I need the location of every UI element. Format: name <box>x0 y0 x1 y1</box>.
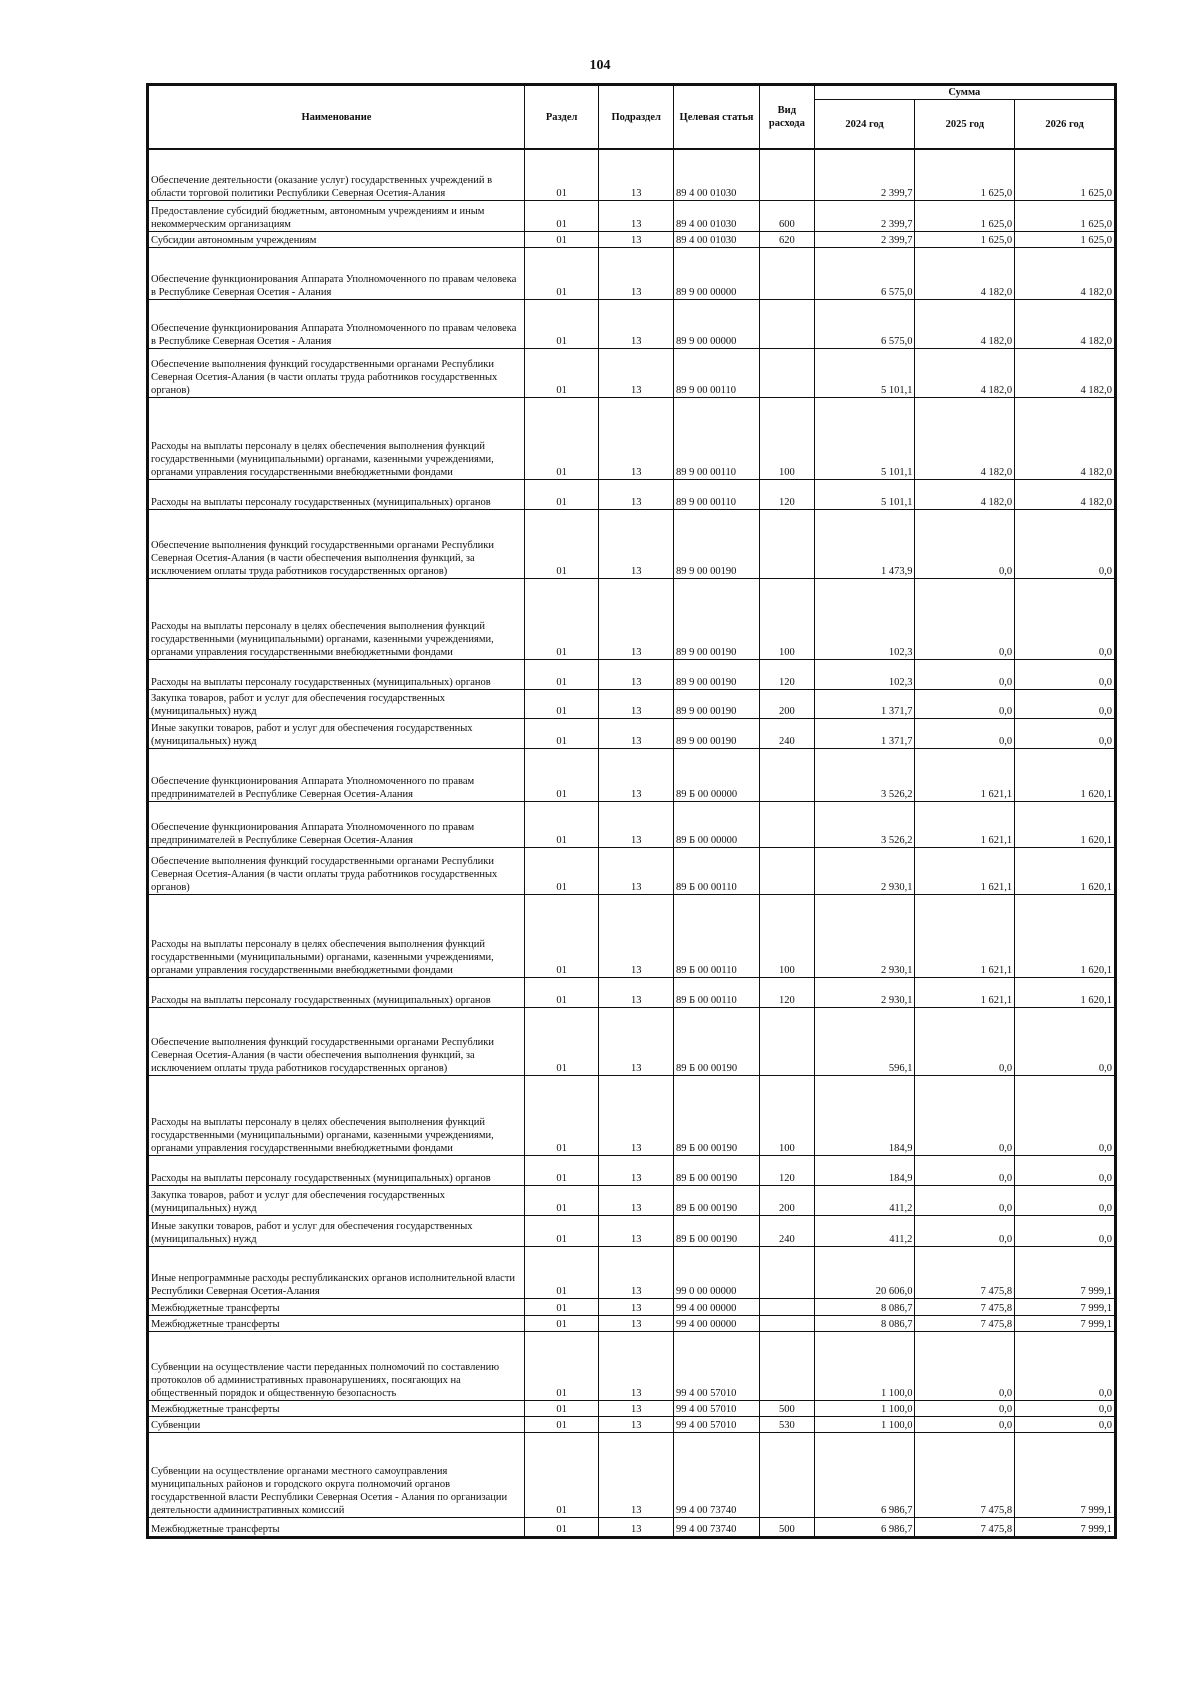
row-2024: 184,9 <box>814 1155 915 1185</box>
row-vid-rashoda: 530 <box>760 1416 815 1432</box>
row-podrazdel: 13 <box>599 1298 674 1315</box>
row-vid-rashoda <box>760 299 815 348</box>
row-name: Межбюджетные трансферты <box>149 1315 525 1331</box>
row-tselevaya-statya: 89 9 00 00190 <box>673 578 759 659</box>
row-vid-rashoda: 100 <box>760 578 815 659</box>
row-2026: 4 182,0 <box>1015 479 1115 509</box>
row-tselevaya-statya: 89 9 00 00110 <box>673 479 759 509</box>
row-razdel: 01 <box>524 1075 599 1155</box>
row-2024: 6 986,7 <box>814 1432 915 1517</box>
row-2024: 1 473,9 <box>814 509 915 578</box>
row-podrazdel: 13 <box>599 1331 674 1400</box>
row-tselevaya-statya: 89 9 00 00190 <box>673 689 759 718</box>
row-2026: 0,0 <box>1015 1075 1115 1155</box>
table-row <box>149 299 1115 348</box>
row-2026: 0,0 <box>1015 689 1115 718</box>
table-row <box>149 847 1115 894</box>
row-tselevaya-statya: 99 4 00 73740 <box>673 1432 759 1517</box>
row-tselevaya-statya: 99 4 00 00000 <box>673 1315 759 1331</box>
row-2025: 0,0 <box>915 718 1015 748</box>
row-2026: 1 625,0 <box>1015 149 1115 200</box>
row-2025: 4 182,0 <box>915 479 1015 509</box>
row-razdel: 01 <box>524 1416 599 1432</box>
row-2024: 3 526,2 <box>814 801 915 847</box>
row-2024: 2 399,7 <box>814 149 915 200</box>
row-name: Расходы на выплаты персоналу в целях обеспечения выполнения функций государственными (муниципальными) органами, казенными учреждениями, органами управления государственными внебюджетными фондами <box>149 397 525 479</box>
budget-table <box>148 85 1115 1537</box>
row-razdel: 01 <box>524 1432 599 1517</box>
header-name: Наименование <box>149 86 525 150</box>
row-2026: 0,0 <box>1015 1185 1115 1215</box>
row-razdel: 01 <box>524 578 599 659</box>
row-podrazdel: 13 <box>599 977 674 1007</box>
row-name: Иные непрограммные расходы республиканских органов исполнительной власти Республики Северная Осетия-Алания <box>149 1246 525 1298</box>
row-name: Межбюджетные трансферты <box>149 1517 525 1536</box>
row-2026: 0,0 <box>1015 578 1115 659</box>
row-razdel: 01 <box>524 1185 599 1215</box>
row-razdel: 01 <box>524 1400 599 1416</box>
row-2025: 0,0 <box>915 659 1015 689</box>
row-2024: 102,3 <box>814 578 915 659</box>
row-tselevaya-statya: 89 Б 00 00190 <box>673 1075 759 1155</box>
table-row <box>149 1400 1115 1416</box>
row-vid-rashoda: 600 <box>760 200 815 231</box>
row-razdel: 01 <box>524 247 599 299</box>
row-2026: 0,0 <box>1015 659 1115 689</box>
row-tselevaya-statya: 99 4 00 57010 <box>673 1416 759 1432</box>
row-tselevaya-statya: 89 Б 00 00190 <box>673 1185 759 1215</box>
row-vid-rashoda: 500 <box>760 1517 815 1536</box>
row-2026: 0,0 <box>1015 718 1115 748</box>
row-2025: 7 475,8 <box>915 1246 1015 1298</box>
row-vid-rashoda: 240 <box>760 1215 815 1246</box>
row-razdel: 01 <box>524 977 599 1007</box>
row-name: Обеспечение выполнения функций государственными органами Республики Северная Осетия-Алания (в части оплаты труда работников государственных органов) <box>149 847 525 894</box>
row-razdel: 01 <box>524 1215 599 1246</box>
row-podrazdel: 13 <box>599 847 674 894</box>
table-row <box>149 894 1115 977</box>
row-2026: 0,0 <box>1015 1331 1115 1400</box>
row-razdel: 01 <box>524 231 599 247</box>
row-razdel: 01 <box>524 299 599 348</box>
row-2026: 1 620,1 <box>1015 847 1115 894</box>
row-tselevaya-statya: 99 4 00 00000 <box>673 1298 759 1315</box>
table-row <box>149 397 1115 479</box>
table-row <box>149 1517 1115 1536</box>
row-2026: 0,0 <box>1015 1416 1115 1432</box>
row-2025: 1 621,1 <box>915 977 1015 1007</box>
row-podrazdel: 13 <box>599 1400 674 1416</box>
row-2026: 7 999,1 <box>1015 1432 1115 1517</box>
header-summa: Сумма <box>814 86 1114 100</box>
row-vid-rashoda <box>760 1007 815 1075</box>
table-row <box>149 1315 1115 1331</box>
row-name: Субвенции на осуществление части переданных полномочий по составлению протоколов об административных правонарушениях, посягающих на общественный порядок и общественную безопасность <box>149 1331 525 1400</box>
row-vid-rashoda: 100 <box>760 1075 815 1155</box>
table-row <box>149 1215 1115 1246</box>
row-tselevaya-statya: 99 0 00 00000 <box>673 1246 759 1298</box>
row-2025: 0,0 <box>915 1185 1015 1215</box>
table-row <box>149 1155 1115 1185</box>
table-row <box>149 1007 1115 1075</box>
row-2025: 1 621,1 <box>915 847 1015 894</box>
row-2025: 0,0 <box>915 1331 1015 1400</box>
row-podrazdel: 13 <box>599 894 674 977</box>
row-2024: 5 101,1 <box>814 348 915 397</box>
row-tselevaya-statya: 89 Б 00 00190 <box>673 1007 759 1075</box>
table-row <box>149 1298 1115 1315</box>
row-2024: 596,1 <box>814 1007 915 1075</box>
row-tselevaya-statya: 89 4 00 01030 <box>673 149 759 200</box>
row-2025: 7 475,8 <box>915 1315 1015 1331</box>
row-vid-rashoda <box>760 847 815 894</box>
row-2026: 7 999,1 <box>1015 1246 1115 1298</box>
row-razdel: 01 <box>524 801 599 847</box>
row-podrazdel: 13 <box>599 149 674 200</box>
row-razdel: 01 <box>524 1517 599 1536</box>
row-tselevaya-statya: 99 4 00 57010 <box>673 1400 759 1416</box>
row-tselevaya-statya: 89 9 00 00190 <box>673 659 759 689</box>
table-row <box>149 718 1115 748</box>
row-2025: 0,0 <box>915 1007 1015 1075</box>
table-row <box>149 247 1115 299</box>
row-vid-rashoda <box>760 1315 815 1331</box>
row-2025: 7 475,8 <box>915 1517 1015 1536</box>
header-razdel: Раздел <box>524 86 599 150</box>
row-2024: 6 575,0 <box>814 247 915 299</box>
row-2025: 1 625,0 <box>915 149 1015 200</box>
row-razdel: 01 <box>524 894 599 977</box>
row-podrazdel: 13 <box>599 801 674 847</box>
row-vid-rashoda <box>760 1298 815 1315</box>
row-name: Иные закупки товаров, работ и услуг для обеспечения государственных (муниципальных) нужд <box>149 1215 525 1246</box>
row-tselevaya-statya: 89 Б 00 00110 <box>673 847 759 894</box>
row-vid-rashoda <box>760 1246 815 1298</box>
row-podrazdel: 13 <box>599 231 674 247</box>
row-2026: 4 182,0 <box>1015 348 1115 397</box>
row-razdel: 01 <box>524 509 599 578</box>
table-body <box>149 149 1115 1536</box>
row-2025: 7 475,8 <box>915 1298 1015 1315</box>
row-2024: 1 100,0 <box>814 1400 915 1416</box>
row-podrazdel: 13 <box>599 1215 674 1246</box>
table-row <box>149 1075 1115 1155</box>
row-razdel: 01 <box>524 718 599 748</box>
row-2025: 1 621,1 <box>915 748 1015 801</box>
row-2026: 0,0 <box>1015 509 1115 578</box>
row-name: Обеспечение выполнения функций государственными органами Республики Северная Осетия-Алания (в части обеспечения выполнения функций, за исключением оплаты труда работников государственных органов) <box>149 1007 525 1075</box>
row-name: Расходы на выплаты персоналу государственных (муниципальных) органов <box>149 1155 525 1185</box>
header-tselevaya-statya: Целевая статья <box>673 86 759 150</box>
row-name: Обеспечение функционирования Аппарата Уполномоченного по правам человека в Республике Северная Осетия - Алания <box>149 247 525 299</box>
table-row <box>149 149 1115 200</box>
row-2025: 4 182,0 <box>915 348 1015 397</box>
row-2024: 2 399,7 <box>814 231 915 247</box>
row-2024: 411,2 <box>814 1185 915 1215</box>
row-razdel: 01 <box>524 659 599 689</box>
row-name: Расходы на выплаты персоналу в целях обеспечения выполнения функций государственными (муниципальными) органами, казенными учреждениями, органами управления государственными внебюджетными фондами <box>149 578 525 659</box>
row-vid-rashoda: 200 <box>760 1185 815 1215</box>
row-podrazdel: 13 <box>599 1155 674 1185</box>
row-name: Расходы на выплаты персоналу в целях обеспечения выполнения функций государственными (муниципальными) органами, казенными учреждениями, органами управления государственными внебюджетными фондами <box>149 894 525 977</box>
row-vid-rashoda: 120 <box>760 977 815 1007</box>
row-tselevaya-statya: 89 Б 00 00000 <box>673 801 759 847</box>
row-podrazdel: 13 <box>599 689 674 718</box>
row-name: Предоставление субсидий бюджетным, автономным учреждениям и иным некоммерческим организациям <box>149 200 525 231</box>
row-podrazdel: 13 <box>599 1075 674 1155</box>
row-2025: 0,0 <box>915 1155 1015 1185</box>
row-name: Межбюджетные трансферты <box>149 1298 525 1315</box>
row-2024: 5 101,1 <box>814 397 915 479</box>
row-name: Закупка товаров, работ и услуг для обеспечения государственных (муниципальных) нужд <box>149 689 525 718</box>
row-tselevaya-statya: 89 9 00 00110 <box>673 348 759 397</box>
row-name: Обеспечение деятельности (оказание услуг) государственных учреждений в области торговой политики Республики Северная Осетия-Алания <box>149 149 525 200</box>
row-2025: 0,0 <box>915 1215 1015 1246</box>
row-razdel: 01 <box>524 1155 599 1185</box>
row-razdel: 01 <box>524 1315 599 1331</box>
row-razdel: 01 <box>524 1007 599 1075</box>
table-row <box>149 1185 1115 1215</box>
row-2026: 0,0 <box>1015 1007 1115 1075</box>
row-2026: 1 625,0 <box>1015 200 1115 231</box>
row-name: Обеспечение функционирования Аппарата Уполномоченного по правам человека в Республике Северная Осетия - Алания <box>149 299 525 348</box>
row-vid-rashoda: 620 <box>760 231 815 247</box>
row-name: Межбюджетные трансферты <box>149 1400 525 1416</box>
table-row <box>149 578 1115 659</box>
row-tselevaya-statya: 89 9 00 00190 <box>673 509 759 578</box>
row-2026: 1 620,1 <box>1015 894 1115 977</box>
row-razdel: 01 <box>524 1331 599 1400</box>
row-razdel: 01 <box>524 1298 599 1315</box>
row-2024: 1 100,0 <box>814 1331 915 1400</box>
table-row <box>149 1416 1115 1432</box>
row-2026: 1 620,1 <box>1015 977 1115 1007</box>
table-row <box>149 348 1115 397</box>
row-podrazdel: 13 <box>599 1185 674 1215</box>
row-2024: 6 986,7 <box>814 1517 915 1536</box>
row-2024: 3 526,2 <box>814 748 915 801</box>
table-row <box>149 479 1115 509</box>
row-name: Расходы на выплаты персоналу государственных (муниципальных) органов <box>149 659 525 689</box>
row-razdel: 01 <box>524 748 599 801</box>
row-tselevaya-statya: 89 9 00 00000 <box>673 247 759 299</box>
row-tselevaya-statya: 89 9 00 00000 <box>673 299 759 348</box>
row-2025: 0,0 <box>915 578 1015 659</box>
row-2024: 8 086,7 <box>814 1315 915 1331</box>
row-name: Закупка товаров, работ и услуг для обеспечения государственных (муниципальных) нужд <box>149 1185 525 1215</box>
header-2026: 2026 год <box>1015 100 1115 150</box>
row-2025: 1 625,0 <box>915 200 1015 231</box>
row-tselevaya-statya: 89 Б 00 00110 <box>673 977 759 1007</box>
table-row <box>149 509 1115 578</box>
row-tselevaya-statya: 89 Б 00 00110 <box>673 894 759 977</box>
row-2024: 184,9 <box>814 1075 915 1155</box>
row-podrazdel: 13 <box>599 247 674 299</box>
row-vid-rashoda <box>760 801 815 847</box>
row-2024: 1 100,0 <box>814 1416 915 1432</box>
row-2024: 102,3 <box>814 659 915 689</box>
row-2025: 0,0 <box>915 1416 1015 1432</box>
row-razdel: 01 <box>524 149 599 200</box>
row-razdel: 01 <box>524 397 599 479</box>
header-2025: 2025 год <box>915 100 1015 150</box>
row-name: Расходы на выплаты персоналу государственных (муниципальных) органов <box>149 479 525 509</box>
table-row <box>149 748 1115 801</box>
row-2024: 1 371,7 <box>814 718 915 748</box>
row-razdel: 01 <box>524 348 599 397</box>
row-razdel: 01 <box>524 200 599 231</box>
row-tselevaya-statya: 99 4 00 73740 <box>673 1517 759 1536</box>
row-2025: 0,0 <box>915 509 1015 578</box>
row-2024: 2 930,1 <box>814 847 915 894</box>
row-tselevaya-statya: 99 4 00 57010 <box>673 1331 759 1400</box>
row-2026: 4 182,0 <box>1015 397 1115 479</box>
row-2026: 1 620,1 <box>1015 748 1115 801</box>
row-2024: 8 086,7 <box>814 1298 915 1315</box>
row-vid-rashoda <box>760 1432 815 1517</box>
row-podrazdel: 13 <box>599 659 674 689</box>
header-2024: 2024 год <box>814 100 915 150</box>
row-podrazdel: 13 <box>599 1246 674 1298</box>
row-tselevaya-statya: 89 4 00 01030 <box>673 231 759 247</box>
table-row <box>149 977 1115 1007</box>
row-vid-rashoda: 500 <box>760 1400 815 1416</box>
row-vid-rashoda: 200 <box>760 689 815 718</box>
row-2026: 0,0 <box>1015 1155 1115 1185</box>
row-podrazdel: 13 <box>599 1315 674 1331</box>
table-row <box>149 200 1115 231</box>
row-2025: 1 621,1 <box>915 801 1015 847</box>
row-vid-rashoda <box>760 748 815 801</box>
row-2025: 7 475,8 <box>915 1432 1015 1517</box>
table-row <box>149 231 1115 247</box>
row-vid-rashoda <box>760 247 815 299</box>
row-podrazdel: 13 <box>599 299 674 348</box>
row-2024: 2 930,1 <box>814 977 915 1007</box>
table-row <box>149 659 1115 689</box>
row-vid-rashoda <box>760 149 815 200</box>
row-razdel: 01 <box>524 1246 599 1298</box>
row-podrazdel: 13 <box>599 1432 674 1517</box>
row-tselevaya-statya: 89 Б 00 00190 <box>673 1155 759 1185</box>
table-row <box>149 1331 1115 1400</box>
row-2024: 6 575,0 <box>814 299 915 348</box>
row-2025: 0,0 <box>915 1400 1015 1416</box>
row-name: Субсидии автономным учреждениям <box>149 231 525 247</box>
row-2024: 20 606,0 <box>814 1246 915 1298</box>
row-name: Расходы на выплаты персоналу в целях обеспечения выполнения функций государственными (муниципальными) органами, казенными учреждениями, органами управления государственными внебюджетными фондами <box>149 1075 525 1155</box>
row-podrazdel: 13 <box>599 1416 674 1432</box>
row-podrazdel: 13 <box>599 397 674 479</box>
row-2024: 1 371,7 <box>814 689 915 718</box>
row-razdel: 01 <box>524 479 599 509</box>
table-row <box>149 1432 1115 1517</box>
row-2026: 7 999,1 <box>1015 1298 1115 1315</box>
row-2026: 4 182,0 <box>1015 299 1115 348</box>
table-row <box>149 1246 1115 1298</box>
row-podrazdel: 13 <box>599 200 674 231</box>
row-2026: 1 625,0 <box>1015 231 1115 247</box>
row-2025: 0,0 <box>915 1075 1015 1155</box>
row-2025: 4 182,0 <box>915 299 1015 348</box>
table-row <box>149 801 1115 847</box>
row-vid-rashoda <box>760 1331 815 1400</box>
row-podrazdel: 13 <box>599 748 674 801</box>
row-tselevaya-statya: 89 Б 00 00000 <box>673 748 759 801</box>
row-podrazdel: 13 <box>599 1007 674 1075</box>
row-2026: 0,0 <box>1015 1400 1115 1416</box>
row-podrazdel: 13 <box>599 718 674 748</box>
row-tselevaya-statya: 89 4 00 01030 <box>673 200 759 231</box>
row-tselevaya-statya: 89 9 00 00110 <box>673 397 759 479</box>
row-vid-rashoda: 120 <box>760 659 815 689</box>
table-header <box>149 86 1115 150</box>
row-2025: 0,0 <box>915 689 1015 718</box>
row-name: Обеспечение функционирования Аппарата Уполномоченного по правам предпринимателей в Республике Северная Осетия-Алания <box>149 801 525 847</box>
row-2026: 7 999,1 <box>1015 1315 1115 1331</box>
row-tselevaya-statya: 89 Б 00 00190 <box>673 1215 759 1246</box>
row-podrazdel: 13 <box>599 509 674 578</box>
row-vid-rashoda: 100 <box>760 397 815 479</box>
header-vid-rashoda: Вид расхода <box>760 86 815 150</box>
row-razdel: 01 <box>524 689 599 718</box>
row-2024: 2 399,7 <box>814 200 915 231</box>
row-2024: 2 930,1 <box>814 894 915 977</box>
row-tselevaya-statya: 89 9 00 00190 <box>673 718 759 748</box>
row-podrazdel: 13 <box>599 1517 674 1536</box>
row-name: Расходы на выплаты персоналу государственных (муниципальных) органов <box>149 977 525 1007</box>
row-podrazdel: 13 <box>599 348 674 397</box>
row-name: Обеспечение функционирования Аппарата Уполномоченного по правам предпринимателей в Республике Северная Осетия-Алания <box>149 748 525 801</box>
row-vid-rashoda: 120 <box>760 479 815 509</box>
row-podrazdel: 13 <box>599 479 674 509</box>
row-2025: 4 182,0 <box>915 397 1015 479</box>
row-name: Субвенции <box>149 1416 525 1432</box>
page-number: 104 <box>589 58 611 73</box>
row-vid-rashoda: 240 <box>760 718 815 748</box>
row-name: Обеспечение выполнения функций государственными органами Республики Северная Осетия-Алания (в части обеспечения выполнения функций, за исключением оплаты труда работников государственных органов) <box>149 509 525 578</box>
row-podrazdel: 13 <box>599 578 674 659</box>
row-2026: 4 182,0 <box>1015 247 1115 299</box>
row-name: Иные закупки товаров, работ и услуг для обеспечения государственных (муниципальных) нужд <box>149 718 525 748</box>
row-vid-rashoda: 120 <box>760 1155 815 1185</box>
row-2025: 1 625,0 <box>915 231 1015 247</box>
row-2026: 0,0 <box>1015 1215 1115 1246</box>
row-2026: 7 999,1 <box>1015 1517 1115 1536</box>
row-2024: 411,2 <box>814 1215 915 1246</box>
row-name: Обеспечение выполнения функций государственными органами Республики Северная Осетия-Алания (в части оплаты труда работников государственных органов) <box>149 348 525 397</box>
header-podrazdel: Подраздел <box>599 86 674 150</box>
row-name: Субвенции на осуществление органами местного самоуправления муниципальных районов и городского округа полномочий органов государственной власти Республики Северная Осетия - Алания по организации деятельности административных комиссий <box>149 1432 525 1517</box>
table-row <box>149 689 1115 718</box>
row-vid-rashoda <box>760 509 815 578</box>
row-2026: 1 620,1 <box>1015 801 1115 847</box>
row-2025: 1 621,1 <box>915 894 1015 977</box>
row-2024: 5 101,1 <box>814 479 915 509</box>
row-vid-rashoda: 100 <box>760 894 815 977</box>
row-vid-rashoda <box>760 348 815 397</box>
row-2025: 4 182,0 <box>915 247 1015 299</box>
row-razdel: 01 <box>524 847 599 894</box>
